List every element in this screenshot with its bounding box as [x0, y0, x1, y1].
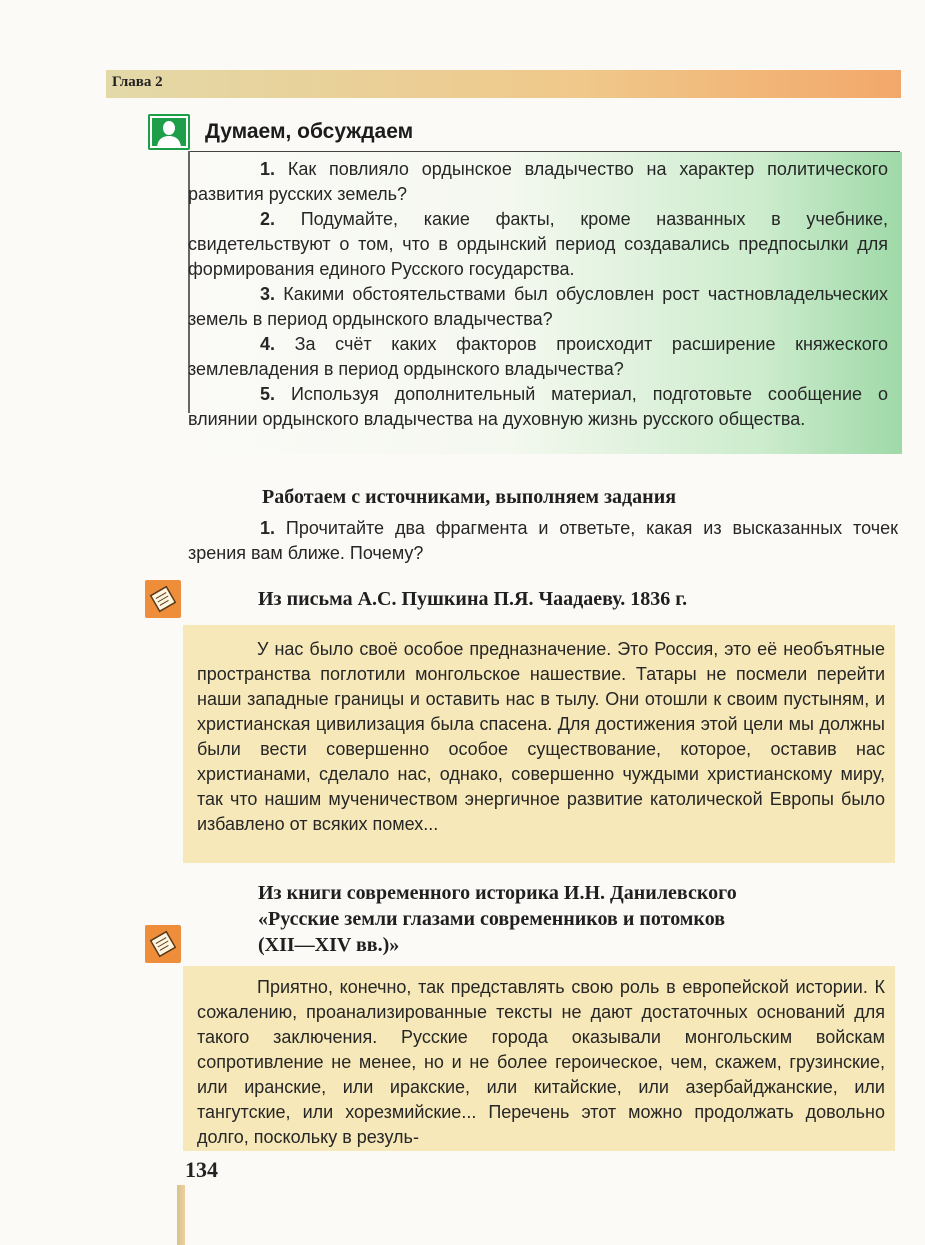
chapter-label: Глава 2 — [112, 74, 163, 90]
sources-heading: Работаем с источниками, выполняем задания — [262, 486, 677, 508]
person-silhouette-icon — [148, 114, 190, 150]
discussion-divider — [190, 151, 900, 152]
document-scroll-icon — [145, 580, 181, 618]
margin-strip — [177, 1185, 185, 1245]
document-scroll-icon — [145, 925, 181, 963]
source2-title: Из книги современного историка И.Н. Данилевского «Русские земли глазами современников и потомков (XII—XIV вв.)» — [258, 882, 737, 956]
sources-task: 1. Прочитайте два фрагмента и ответьте, какая из высказанных точек зрения вам ближе. Почему? — [188, 518, 898, 563]
discussion-title: Думаем, обсуждаем — [205, 120, 414, 143]
question-item: 1. Как повлияло ордынское владычество на характер политического развития русских земель? — [188, 159, 888, 204]
discussion-questions — [188, 157, 888, 432]
page-number: 134 — [185, 1157, 218, 1182]
question-item: 5. Используя дополнительный материал, подготовьте сообщение о влиянии ордынского владычества на духовную жизнь русского общества. — [188, 384, 888, 429]
source2-quote-text: Приятно, конечно, так представлять свою роль в европейской истории. К сожалению, проанализированные тексты не дают достаточных оснований для такого заключения. Русские города оказывали монгольским войскам сопротивление не менее, но и не более героическое, чем, скажем, грузинские, или иранские, или иракские, или китайские, или азербайджанские, или тангутские, или хорезмийские... Перечень этот можно продолжать довольно долго, поскольку в резуль- — [197, 977, 885, 1147]
chapter-header-band — [106, 70, 901, 98]
question-item: 4. За счёт каких факторов происходит расширение княжеского землевладения в период ордынского владычества? — [188, 334, 888, 379]
source1-title: Из письма А.С. Пушкина П.Я. Чаадаеву. 1836 г. — [258, 588, 688, 610]
question-item: 3. Какими обстоятельствами был обусловлен рост частновладельческих земель в период ордынского владычества? — [188, 284, 888, 329]
source1-quote-text: У нас было своё особое предназначение. Это Россия, это её необъятные пространства поглотили монгольское нашествие. Татары не посмели перейти наши западные границы и оставить нас в тылу. Они отошли к своим пустыням, и христианская цивилизация была спасена. Для достижения этой цели мы должны были вести совершенно особое существование, которое, оставив нас христианами, сделало нас, однако, совершенно чуждыми христианскому миру, так что нашим мученичеством энергичное развитие католической Европы было избавлено от всяких помех... — [197, 639, 885, 834]
question-item: 2. Подумайте, какие факты, кроме названных в учебнике, свидетельствуют о том, что в ордынский период создавались предпосылки для формирования единого Русского государства. — [188, 209, 888, 279]
